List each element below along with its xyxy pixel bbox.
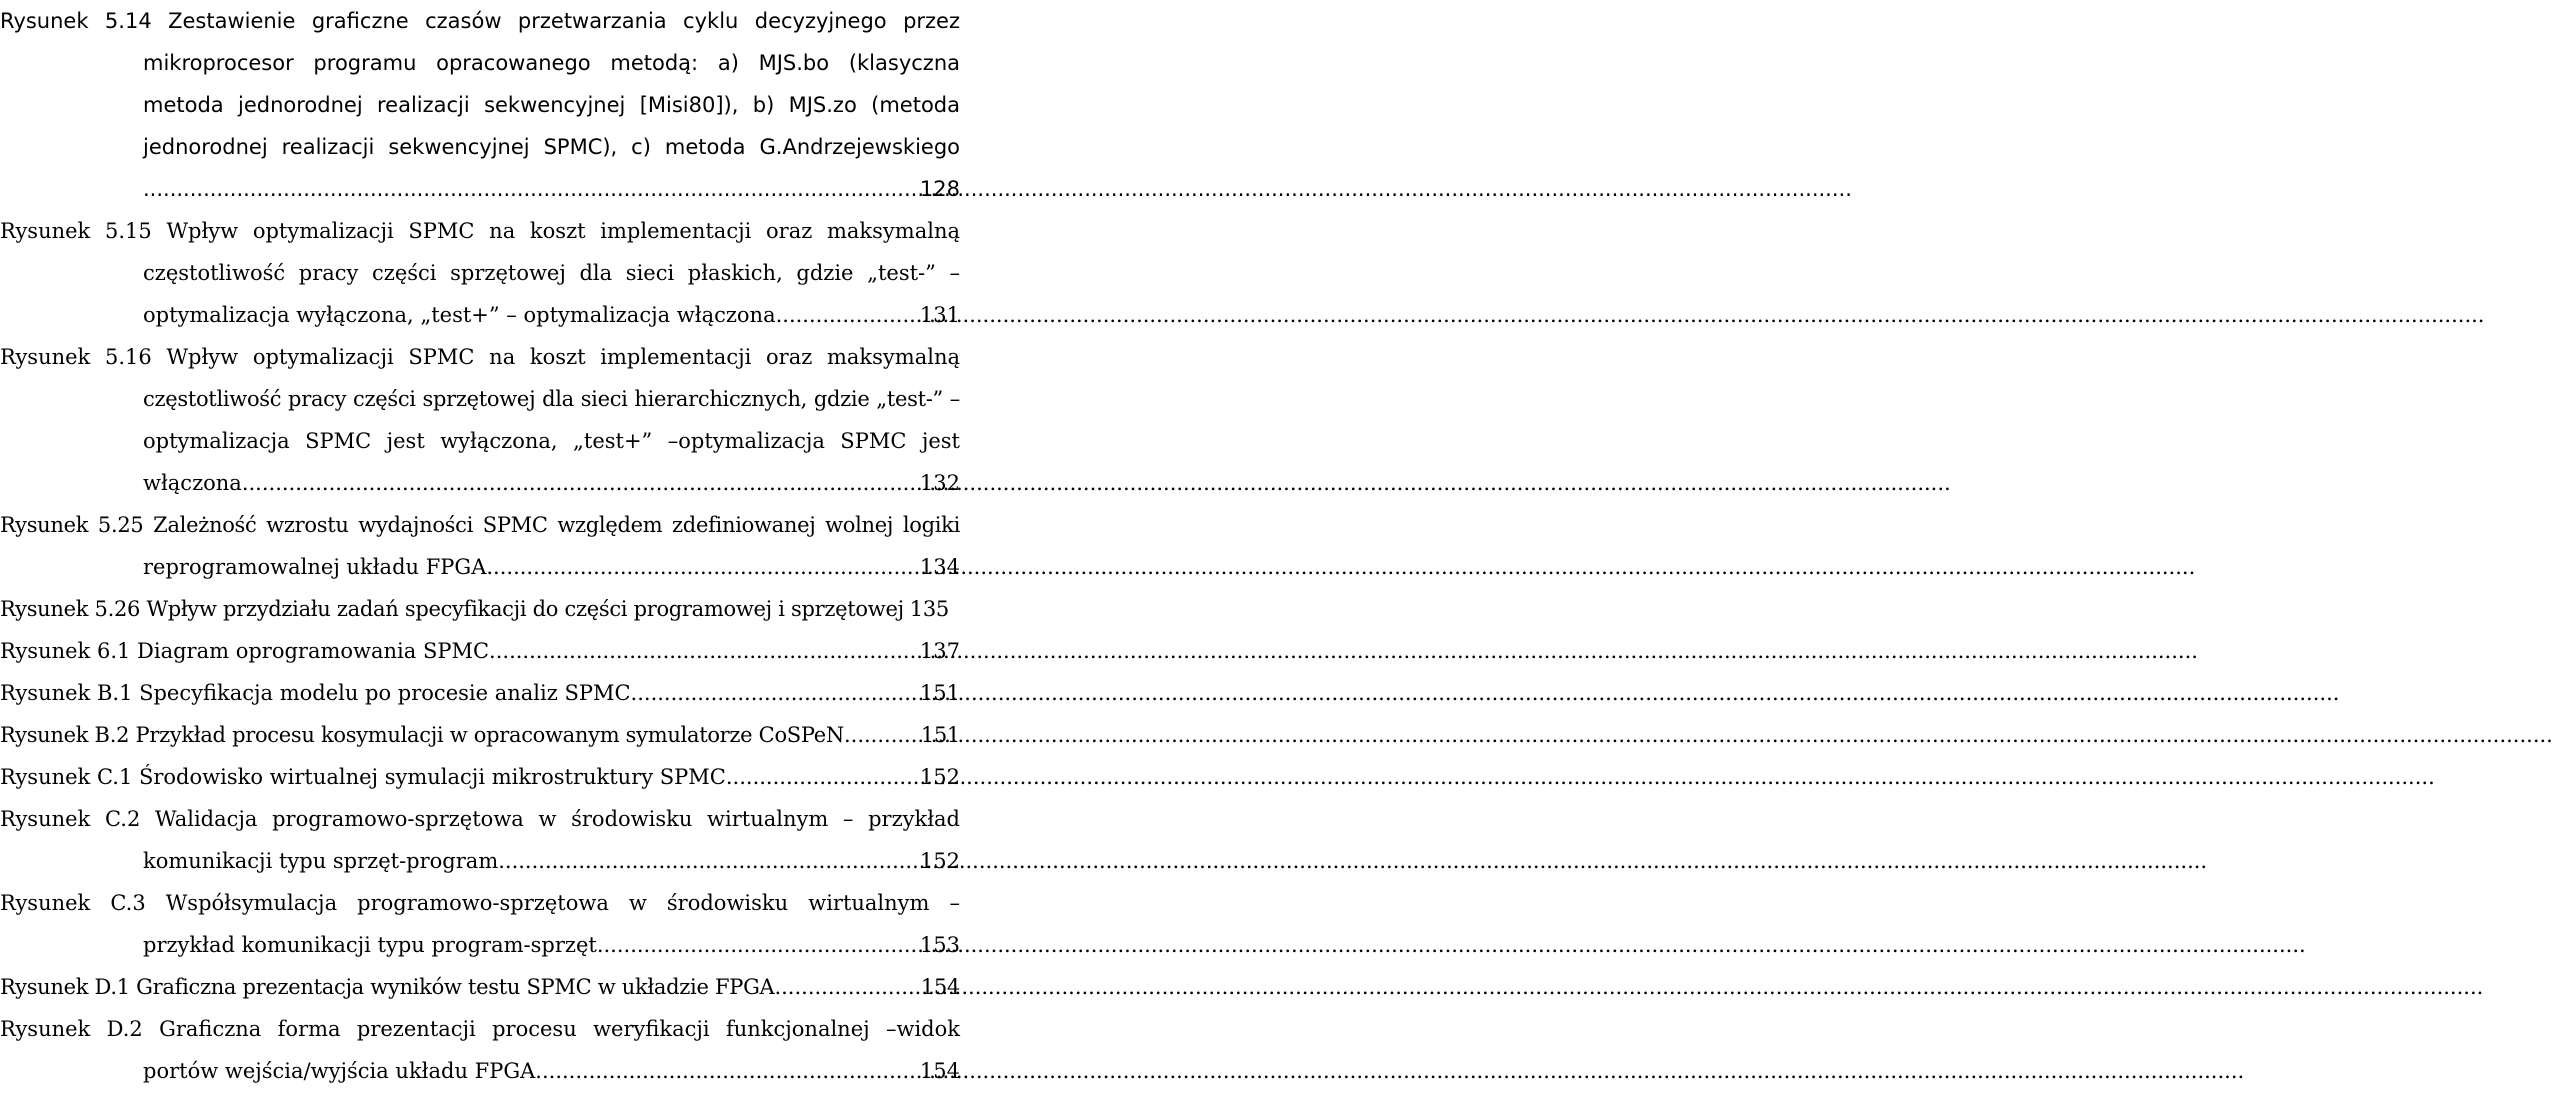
toc-entry-line: Rysunek 5.15 Wpływ optymalizacji SPMC na koszt implementacji oraz maksymalną [0, 219, 960, 243]
toc-entry-c-3 [0, 882, 960, 966]
toc-entry-line: metoda jednorodnej realizacji sekwencyjnej [Misi80]), b) MJS.zo (metoda [143, 93, 960, 117]
toc-entry-line: Rysunek C.1 Środowisko wirtualnej symulacji mikrostruktury SPMC [0, 765, 726, 789]
toc-page-number: 154 [919, 1059, 960, 1083]
toc-entry-line: Rysunek C.3 Współsymulacja programowo-sprzętowa w środowisku wirtualnym – [0, 891, 960, 915]
toc-page-number: 137 [919, 639, 960, 663]
toc-leader-dots [597, 924, 918, 966]
toc-entry-d-1 [0, 966, 960, 1008]
toc-leader-dots [143, 168, 918, 210]
toc-entry-line: Rysunek D.1 Graficzna prezentacja wyników testu SPMC w układzie FPGA [0, 975, 775, 999]
toc-page-number: 152 [919, 849, 960, 873]
toc-entry-line: mikroprocesor programu opracowanego metodą: a) MJS.bo (klasyczna [143, 51, 960, 75]
toc-entry-6-1 [0, 630, 960, 672]
toc-entry-line: portów wejścia/wyjścia układu FPGA [143, 1059, 536, 1083]
toc-page-number: 134 [919, 555, 960, 579]
toc-entry-line: Rysunek 5.25 Zależność wzrostu wydajności SPMC względem zdefiniowanej wolnej logiki [0, 513, 960, 537]
toc-page-number: 154 [920, 975, 960, 999]
toc-leader-dots [498, 840, 918, 882]
toc-entry-b-1 [0, 672, 960, 714]
toc-page-number: 153 [919, 933, 960, 957]
toc-entry-line: optymalizacja SPMC jest wyłączona, „test+” –optymalizacja SPMC jest [143, 429, 960, 453]
toc-leader-dots [486, 546, 918, 588]
toc-entry-line: Rysunek B.2 Przykład procesu kosymulacji w opracowanym symulatorze CoSPeN [0, 723, 844, 747]
toc-page-number: 135 [909, 597, 949, 621]
toc-entry-5-14 [0, 0, 960, 210]
toc-entry-line: przykład komunikacji typu program-sprzęt [143, 933, 597, 957]
toc-entry-line: Rysunek D.2 Graficzna forma prezentacji procesu weryfikacji funkcjonalnej –widok [0, 1017, 960, 1041]
toc-page-number: 151 [919, 681, 960, 705]
toc-entry-line: Rysunek B.1 Specyfikacja modelu po procesie analiz SPMC [0, 681, 631, 705]
toc-leader-dots [631, 672, 918, 714]
toc-entry-line: częstotliwość pracy części sprzętowej dla sieci płaskich, gdzie „test-” – [143, 261, 960, 285]
list-of-figures-page [0, 0, 960, 1094]
toc-leader-dots [489, 630, 918, 672]
toc-page-number: 132 [919, 471, 960, 495]
toc-page-number: 152 [919, 765, 960, 789]
toc-entry-5-25 [0, 504, 960, 588]
toc-entry-line: Rysunek C.2 Walidacja programowo-sprzętowa w środowisku wirtualnym – przykład [0, 807, 960, 831]
toc-entry-5-15 [0, 210, 960, 336]
toc-leader-dots [726, 756, 918, 798]
toc-entry-line: Rysunek 5.16 Wpływ optymalizacji SPMC na koszt implementacji oraz maksymalną [0, 345, 960, 369]
toc-entry-5-26 [0, 588, 960, 630]
toc-page-number: 131 [919, 303, 960, 327]
toc-entry-line: Rysunek 5.26 Wpływ przydziału zadań specyfikacji do części programowej i sprzętowej [0, 597, 904, 621]
toc-leader-dots [535, 1050, 918, 1092]
toc-entry-c-1 [0, 756, 960, 798]
toc-entry-line: komunikacji typu sprzęt-program [143, 849, 499, 873]
toc-entry-line: optymalizacja wyłączona, „test+” – optymalizacja włączona [143, 303, 776, 327]
toc-leader-dots [776, 294, 918, 336]
toc-page-number: 128 [919, 177, 960, 201]
toc-leader-dots [774, 966, 918, 1008]
toc-entry-b-2 [0, 714, 960, 756]
toc-entry-line: jednorodnej realizacji sekwencyjnej SPMC), c) metoda G.Andrzejewskiego [143, 135, 960, 159]
toc-entry-line: włączona [143, 471, 242, 495]
toc-entry-line: Rysunek 5.14 Zestawienie graficzne czasów przetwarzania cyklu decyzyjnego przez [0, 9, 960, 33]
toc-entry-5-16 [0, 336, 960, 504]
toc-leader-dots [242, 462, 918, 504]
toc-leader-dots [844, 714, 919, 756]
toc-entry-line: reprogramowalnej układu FPGA [143, 555, 487, 579]
toc-entry-d-2 [0, 1008, 960, 1092]
toc-entry-c-2 [0, 798, 960, 882]
toc-entry-line: Rysunek 6.1 Diagram oprogramowania SPMC [0, 639, 490, 663]
toc-entry-line: częstotliwość pracy części sprzętowej dla sieci hierarchicznych, gdzie „test-” – [143, 387, 960, 411]
toc-page-number: 151 [920, 723, 960, 747]
